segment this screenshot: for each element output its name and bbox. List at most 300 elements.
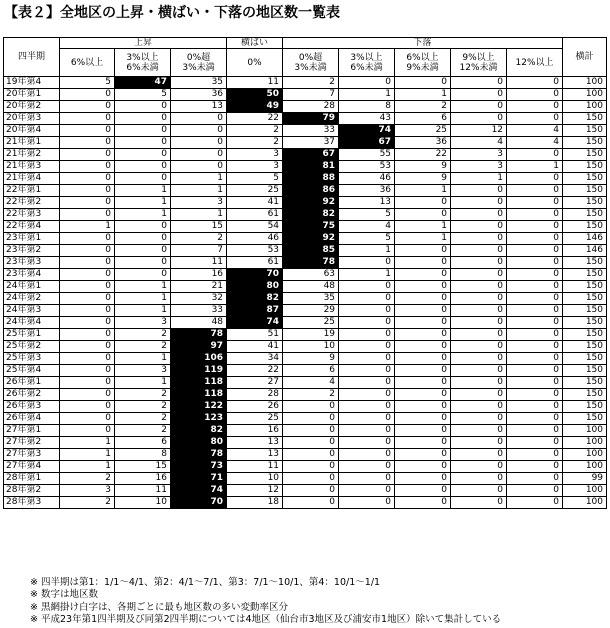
total-cell: 150 bbox=[563, 341, 607, 353]
count-cell: 0 bbox=[451, 413, 507, 425]
table-row bbox=[4, 317, 607, 329]
count-cell: 25 bbox=[283, 317, 339, 329]
count-cell: 0 bbox=[451, 113, 507, 125]
subheader-up-0-3: 0%超 3%未満 bbox=[171, 49, 227, 77]
count-cell: 0 bbox=[115, 125, 171, 137]
count-cell: 0 bbox=[60, 389, 115, 401]
count-cell: 0 bbox=[507, 317, 563, 329]
count-cell: 1 bbox=[451, 173, 507, 185]
period-cell: 26年第3 bbox=[4, 401, 60, 413]
table-row bbox=[4, 197, 607, 209]
count-cell: 0 bbox=[339, 401, 395, 413]
count-cell: 0 bbox=[60, 305, 115, 317]
land-price-table bbox=[3, 37, 607, 509]
count-cell: 6 bbox=[283, 365, 339, 377]
count-cell: 0 bbox=[115, 149, 171, 161]
table-row bbox=[4, 269, 607, 281]
count-cell: 13 bbox=[227, 449, 283, 461]
count-cell: 61 bbox=[227, 209, 283, 221]
highlighted-count-cell: 49 bbox=[227, 101, 283, 113]
table-row bbox=[4, 77, 607, 89]
count-cell: 2 bbox=[227, 137, 283, 149]
table-row bbox=[4, 137, 607, 149]
count-cell: 0 bbox=[339, 497, 395, 509]
count-cell: 34 bbox=[227, 353, 283, 365]
subheader-up-3-6: 3%以上 6%未満 bbox=[115, 49, 171, 77]
count-cell: 0 bbox=[395, 317, 451, 329]
count-cell: 25 bbox=[227, 413, 283, 425]
total-cell: 150 bbox=[563, 401, 607, 413]
count-cell: 1 bbox=[395, 185, 451, 197]
count-cell: 3 bbox=[227, 149, 283, 161]
count-cell: 0 bbox=[451, 329, 507, 341]
count-cell: 1 bbox=[395, 233, 451, 245]
count-cell: 0 bbox=[339, 485, 395, 497]
total-cell: 99 bbox=[563, 473, 607, 485]
total-header: 横計 bbox=[563, 38, 607, 77]
count-cell: 53 bbox=[339, 161, 395, 173]
total-cell: 100 bbox=[563, 497, 607, 509]
count-cell: 5 bbox=[339, 233, 395, 245]
period-cell: 23年第4 bbox=[4, 269, 60, 281]
period-cell: 23年第1 bbox=[4, 233, 60, 245]
highlighted-count-cell: 74 bbox=[339, 125, 395, 137]
table-row bbox=[4, 209, 607, 221]
count-cell: 0 bbox=[283, 497, 339, 509]
period-cell: 25年第4 bbox=[4, 365, 60, 377]
count-cell: 0 bbox=[60, 269, 115, 281]
count-cell: 0 bbox=[60, 161, 115, 173]
count-cell: 0 bbox=[507, 497, 563, 509]
period-cell: 23年第2 bbox=[4, 245, 60, 257]
count-cell: 0 bbox=[507, 149, 563, 161]
total-cell: 100 bbox=[563, 449, 607, 461]
count-cell: 1 bbox=[507, 161, 563, 173]
count-cell: 22 bbox=[227, 113, 283, 125]
period-cell: 22年第4 bbox=[4, 221, 60, 233]
count-cell: 2 bbox=[283, 389, 339, 401]
count-cell: 28 bbox=[227, 389, 283, 401]
count-cell: 2 bbox=[115, 389, 171, 401]
count-cell: 1 bbox=[339, 245, 395, 257]
count-cell: 16 bbox=[115, 473, 171, 485]
count-cell: 0 bbox=[451, 353, 507, 365]
count-cell: 0 bbox=[171, 137, 227, 149]
count-cell: 0 bbox=[395, 449, 451, 461]
count-cell: 0 bbox=[451, 293, 507, 305]
period-cell: 21年第2 bbox=[4, 149, 60, 161]
footnote: ※ 四半期は第1：1/1～4/1、第2：4/1～7/1、第3：7/1～10/1、第4：10/1～1/1 bbox=[30, 577, 381, 588]
count-cell: 0 bbox=[507, 173, 563, 185]
footnote: ※ 黒網掛け白字は、各期ごとに最も地区数の多い変動率区分 bbox=[30, 601, 288, 613]
total-cell: 150 bbox=[563, 173, 607, 185]
count-cell: 0 bbox=[395, 437, 451, 449]
count-cell: 0 bbox=[395, 401, 451, 413]
total-cell: 100 bbox=[563, 461, 607, 473]
count-cell: 12 bbox=[451, 125, 507, 137]
count-cell: 0 bbox=[171, 149, 227, 161]
count-cell: 0 bbox=[60, 233, 115, 245]
count-cell: 1 bbox=[171, 173, 227, 185]
count-cell: 0 bbox=[507, 305, 563, 317]
table-row bbox=[4, 365, 607, 377]
highlighted-count-cell: 78 bbox=[171, 329, 227, 341]
count-cell: 0 bbox=[507, 353, 563, 365]
total-cell: 100 bbox=[563, 77, 607, 89]
count-cell: 9 bbox=[395, 161, 451, 173]
count-cell: 8 bbox=[339, 101, 395, 113]
highlighted-count-cell: 79 bbox=[283, 113, 339, 125]
count-cell: 0 bbox=[507, 425, 563, 437]
count-cell: 0 bbox=[451, 305, 507, 317]
highlighted-count-cell: 78 bbox=[171, 449, 227, 461]
highlighted-count-cell: 123 bbox=[171, 413, 227, 425]
count-cell: 0 bbox=[395, 413, 451, 425]
total-cell: 150 bbox=[563, 137, 607, 149]
count-cell: 15 bbox=[171, 221, 227, 233]
period-cell: 22年第2 bbox=[4, 197, 60, 209]
highlighted-count-cell: 86 bbox=[283, 185, 339, 197]
period-cell: 24年第3 bbox=[4, 305, 60, 317]
total-cell: 150 bbox=[563, 293, 607, 305]
count-cell: 2 bbox=[60, 473, 115, 485]
table-row bbox=[4, 293, 607, 305]
table-row bbox=[4, 329, 607, 341]
count-cell: 0 bbox=[507, 293, 563, 305]
count-cell: 1 bbox=[60, 461, 115, 473]
count-cell: 28 bbox=[283, 101, 339, 113]
total-cell: 150 bbox=[563, 329, 607, 341]
count-cell: 11 bbox=[171, 257, 227, 269]
period-cell: 25年第2 bbox=[4, 341, 60, 353]
count-cell: 0 bbox=[339, 413, 395, 425]
table-row bbox=[4, 173, 607, 185]
count-cell: 0 bbox=[60, 413, 115, 425]
count-cell: 61 bbox=[227, 257, 283, 269]
highlighted-count-cell: 74 bbox=[227, 317, 283, 329]
count-cell: 4 bbox=[339, 221, 395, 233]
count-cell: 0 bbox=[115, 221, 171, 233]
total-cell: 150 bbox=[563, 125, 607, 137]
count-cell: 0 bbox=[395, 353, 451, 365]
count-cell: 0 bbox=[339, 473, 395, 485]
count-cell: 53 bbox=[227, 245, 283, 257]
count-cell: 0 bbox=[339, 365, 395, 377]
count-cell: 0 bbox=[451, 77, 507, 89]
total-cell: 150 bbox=[563, 149, 607, 161]
count-cell: 0 bbox=[115, 257, 171, 269]
count-cell: 0 bbox=[339, 293, 395, 305]
count-cell: 0 bbox=[283, 413, 339, 425]
count-cell: 0 bbox=[60, 353, 115, 365]
table-row bbox=[4, 257, 607, 269]
count-cell: 0 bbox=[451, 89, 507, 101]
count-cell: 29 bbox=[283, 305, 339, 317]
count-cell: 2 bbox=[395, 101, 451, 113]
count-cell: 13 bbox=[227, 437, 283, 449]
count-cell: 0 bbox=[395, 473, 451, 485]
count-cell: 16 bbox=[227, 425, 283, 437]
count-cell: 0 bbox=[451, 197, 507, 209]
count-cell: 0 bbox=[451, 473, 507, 485]
period-cell: 28年第2 bbox=[4, 485, 60, 497]
count-cell: 0 bbox=[60, 185, 115, 197]
count-cell: 0 bbox=[339, 317, 395, 329]
total-cell: 100 bbox=[563, 101, 607, 113]
count-cell: 0 bbox=[60, 197, 115, 209]
count-cell: 0 bbox=[115, 137, 171, 149]
period-cell: 20年第4 bbox=[4, 125, 60, 137]
count-cell: 0 bbox=[507, 197, 563, 209]
period-cell: 21年第4 bbox=[4, 173, 60, 185]
count-cell: 0 bbox=[507, 113, 563, 125]
table-row bbox=[4, 221, 607, 233]
count-cell: 9 bbox=[395, 173, 451, 185]
count-cell: 0 bbox=[60, 245, 115, 257]
total-cell: 150 bbox=[563, 161, 607, 173]
count-cell: 4 bbox=[507, 125, 563, 137]
count-cell: 7 bbox=[171, 245, 227, 257]
highlighted-count-cell: 118 bbox=[171, 377, 227, 389]
count-cell: 0 bbox=[60, 137, 115, 149]
count-cell: 0 bbox=[283, 473, 339, 485]
count-cell: 0 bbox=[395, 365, 451, 377]
count-cell: 3 bbox=[451, 161, 507, 173]
count-cell: 51 bbox=[227, 329, 283, 341]
period-cell: 27年第3 bbox=[4, 449, 60, 461]
count-cell: 0 bbox=[395, 329, 451, 341]
count-cell: 10 bbox=[283, 341, 339, 353]
count-cell: 0 bbox=[451, 101, 507, 113]
count-cell: 33 bbox=[171, 305, 227, 317]
count-cell: 0 bbox=[60, 329, 115, 341]
count-cell: 1 bbox=[115, 353, 171, 365]
highlighted-count-cell: 119 bbox=[171, 365, 227, 377]
table-row bbox=[4, 425, 607, 437]
highlighted-count-cell: 106 bbox=[171, 353, 227, 365]
count-cell: 1 bbox=[115, 281, 171, 293]
highlighted-count-cell: 92 bbox=[283, 233, 339, 245]
count-cell: 0 bbox=[339, 353, 395, 365]
count-cell: 41 bbox=[227, 197, 283, 209]
count-cell: 0 bbox=[60, 89, 115, 101]
highlighted-count-cell: 82 bbox=[227, 293, 283, 305]
count-cell: 1 bbox=[395, 221, 451, 233]
count-cell: 1 bbox=[115, 197, 171, 209]
count-cell: 3 bbox=[227, 161, 283, 173]
count-cell: 15 bbox=[115, 461, 171, 473]
count-cell: 0 bbox=[60, 341, 115, 353]
count-cell: 0 bbox=[115, 113, 171, 125]
count-cell: 6 bbox=[115, 437, 171, 449]
subheader-flat-0: 0% bbox=[227, 49, 283, 77]
period-cell: 22年第1 bbox=[4, 185, 60, 197]
count-cell: 22 bbox=[395, 149, 451, 161]
period-cell: 26年第1 bbox=[4, 377, 60, 389]
count-cell: 0 bbox=[395, 305, 451, 317]
count-cell: 6 bbox=[395, 113, 451, 125]
count-cell: 3 bbox=[60, 485, 115, 497]
count-cell: 3 bbox=[115, 365, 171, 377]
count-cell: 12 bbox=[227, 485, 283, 497]
highlighted-count-cell: 82 bbox=[171, 425, 227, 437]
count-cell: 5 bbox=[60, 77, 115, 89]
count-cell: 1 bbox=[115, 377, 171, 389]
table-row bbox=[4, 185, 607, 197]
count-cell: 0 bbox=[115, 161, 171, 173]
count-cell: 13 bbox=[339, 197, 395, 209]
table-body bbox=[4, 77, 607, 509]
table-row bbox=[4, 353, 607, 365]
subheader-down-12-plus: 12%以上 bbox=[507, 49, 563, 77]
total-cell: 146 bbox=[563, 233, 607, 245]
count-cell: 0 bbox=[507, 329, 563, 341]
count-cell: 0 bbox=[507, 365, 563, 377]
count-cell: 0 bbox=[339, 449, 395, 461]
count-cell: 0 bbox=[60, 317, 115, 329]
count-cell: 0 bbox=[507, 437, 563, 449]
count-cell: 5 bbox=[227, 173, 283, 185]
up-header: 上昇 bbox=[60, 38, 227, 49]
count-cell: 0 bbox=[115, 233, 171, 245]
table-row bbox=[4, 245, 607, 257]
count-cell: 2 bbox=[115, 329, 171, 341]
flat-header: 横ばい bbox=[227, 38, 283, 49]
count-cell: 54 bbox=[227, 221, 283, 233]
period-cell: 20年第1 bbox=[4, 89, 60, 101]
count-cell: 0 bbox=[115, 269, 171, 281]
table-row bbox=[4, 341, 607, 353]
subheader-down-3-6: 3%以上 6%未満 bbox=[339, 49, 395, 77]
count-cell: 0 bbox=[60, 149, 115, 161]
highlighted-count-cell: 92 bbox=[283, 197, 339, 209]
highlighted-count-cell: 88 bbox=[283, 173, 339, 185]
count-cell: 8 bbox=[115, 449, 171, 461]
count-cell: 0 bbox=[507, 377, 563, 389]
count-cell: 0 bbox=[451, 377, 507, 389]
count-cell: 0 bbox=[60, 113, 115, 125]
count-cell: 36 bbox=[339, 185, 395, 197]
highlighted-count-cell: 70 bbox=[227, 269, 283, 281]
count-cell: 0 bbox=[60, 401, 115, 413]
count-cell: 3 bbox=[115, 317, 171, 329]
highlighted-count-cell: 85 bbox=[283, 245, 339, 257]
period-header: 四半期 bbox=[4, 38, 60, 77]
count-cell: 9 bbox=[283, 353, 339, 365]
total-cell: 150 bbox=[563, 221, 607, 233]
count-cell: 2 bbox=[115, 401, 171, 413]
count-cell: 0 bbox=[60, 365, 115, 377]
count-cell: 3 bbox=[451, 149, 507, 161]
count-cell: 1 bbox=[171, 209, 227, 221]
count-cell: 0 bbox=[451, 497, 507, 509]
count-cell: 48 bbox=[283, 281, 339, 293]
period-cell: 28年第1 bbox=[4, 473, 60, 485]
count-cell: 0 bbox=[507, 401, 563, 413]
count-cell: 0 bbox=[395, 281, 451, 293]
total-cell: 100 bbox=[563, 485, 607, 497]
count-cell: 19 bbox=[283, 329, 339, 341]
period-cell: 21年第3 bbox=[4, 161, 60, 173]
total-cell: 150 bbox=[563, 353, 607, 365]
count-cell: 0 bbox=[283, 425, 339, 437]
count-cell: 0 bbox=[507, 449, 563, 461]
count-cell: 0 bbox=[60, 293, 115, 305]
count-cell: 1 bbox=[339, 89, 395, 101]
count-cell: 0 bbox=[60, 209, 115, 221]
count-cell: 0 bbox=[60, 377, 115, 389]
count-cell: 0 bbox=[451, 257, 507, 269]
count-cell: 0 bbox=[60, 125, 115, 137]
table-row bbox=[4, 89, 607, 101]
total-cell: 150 bbox=[563, 197, 607, 209]
total-cell: 150 bbox=[563, 413, 607, 425]
count-cell: 0 bbox=[451, 425, 507, 437]
period-cell: 24年第1 bbox=[4, 281, 60, 293]
count-cell: 5 bbox=[339, 209, 395, 221]
highlighted-count-cell: 47 bbox=[115, 77, 171, 89]
total-cell: 150 bbox=[563, 113, 607, 125]
count-cell: 0 bbox=[507, 77, 563, 89]
count-cell: 0 bbox=[339, 341, 395, 353]
period-cell: 22年第3 bbox=[4, 209, 60, 221]
total-cell: 150 bbox=[563, 281, 607, 293]
highlighted-count-cell: 81 bbox=[283, 161, 339, 173]
count-cell: 55 bbox=[339, 149, 395, 161]
highlighted-count-cell: 80 bbox=[227, 281, 283, 293]
count-cell: 2 bbox=[60, 497, 115, 509]
count-cell: 0 bbox=[171, 113, 227, 125]
table-row bbox=[4, 377, 607, 389]
count-cell: 21 bbox=[171, 281, 227, 293]
period-cell: 26年第2 bbox=[4, 389, 60, 401]
table-row bbox=[4, 125, 607, 137]
highlighted-count-cell: 50 bbox=[227, 89, 283, 101]
period-cell: 27年第4 bbox=[4, 461, 60, 473]
count-cell: 43 bbox=[339, 113, 395, 125]
down-header: 下落 bbox=[283, 38, 563, 49]
count-cell: 0 bbox=[395, 257, 451, 269]
count-cell: 0 bbox=[507, 209, 563, 221]
period-cell: 20年第3 bbox=[4, 113, 60, 125]
count-cell: 0 bbox=[395, 269, 451, 281]
count-cell: 0 bbox=[395, 377, 451, 389]
count-cell: 25 bbox=[395, 125, 451, 137]
count-cell: 0 bbox=[283, 437, 339, 449]
count-cell: 0 bbox=[451, 233, 507, 245]
highlighted-count-cell: 67 bbox=[283, 149, 339, 161]
count-cell: 0 bbox=[339, 77, 395, 89]
count-cell: 2 bbox=[115, 413, 171, 425]
count-cell: 0 bbox=[507, 485, 563, 497]
total-cell: 150 bbox=[563, 257, 607, 269]
period-cell: 19年第4 bbox=[4, 77, 60, 89]
count-cell: 0 bbox=[395, 461, 451, 473]
count-cell: 1 bbox=[115, 209, 171, 221]
count-cell: 0 bbox=[395, 425, 451, 437]
count-cell: 0 bbox=[115, 173, 171, 185]
count-cell: 0 bbox=[395, 497, 451, 509]
count-cell: 0 bbox=[339, 389, 395, 401]
period-cell: 27年第1 bbox=[4, 425, 60, 437]
table-row bbox=[4, 437, 607, 449]
count-cell: 4 bbox=[283, 377, 339, 389]
table-row bbox=[4, 461, 607, 473]
count-cell: 0 bbox=[451, 401, 507, 413]
period-cell: 20年第2 bbox=[4, 101, 60, 113]
count-cell: 7 bbox=[283, 89, 339, 101]
count-cell: 16 bbox=[171, 269, 227, 281]
